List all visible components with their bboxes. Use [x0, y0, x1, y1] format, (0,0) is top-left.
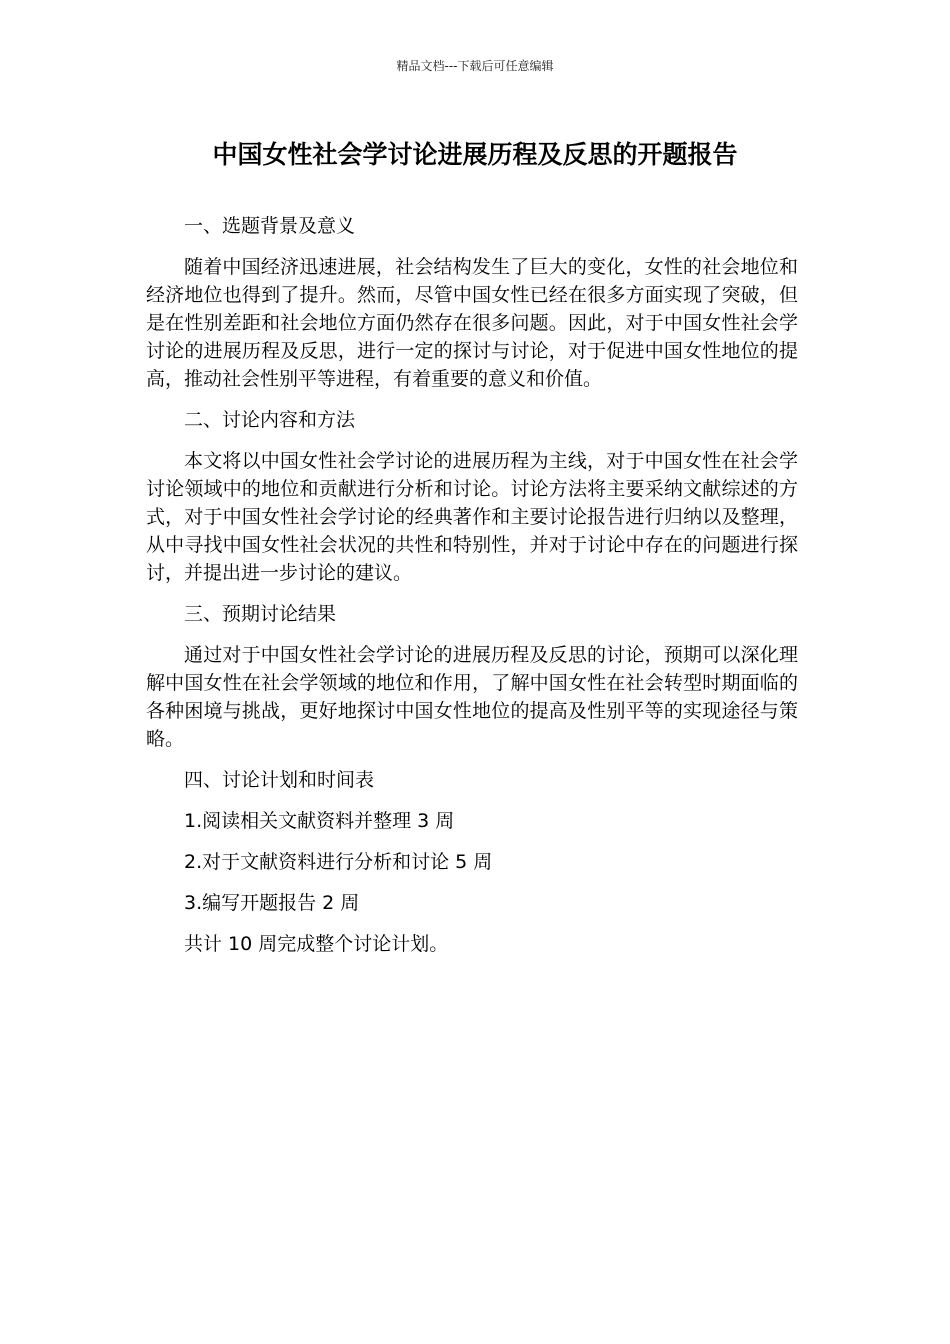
document-title: 中国女性社会学讨论进展历程及反思的开题报告: [212, 140, 738, 169]
section-heading-expected-results: 三、预期讨论结果: [184, 603, 337, 625]
schedule-total: 共计 10 周完成整个讨论计划。: [184, 933, 449, 955]
section-heading-background: 一、选题背景及意义: [184, 215, 356, 237]
schedule-item-2: 2.对于文献资料进行分析和讨论 5 周: [184, 851, 493, 873]
section-heading-schedule: 四、讨论计划和时间表: [184, 769, 375, 791]
paragraph-expected-results: 通过对于中国女性社会学讨论的进展历程及反思的讨论，预期可以深化理解中国女性在社会学领域的地位和作用，了解中国女性在社会转型时期面临的各种困境与挑战，更好地探讨中国女性地位的提高及性别平等的实现途径与策略。: [146, 644, 798, 750]
paragraph-content-method: 本文将以中国女性社会学讨论的进展历程为主线，对于中国女性在社会学讨论领域中的地位和贡献进行分析和讨论。讨论方法将主要采纳文献综述的方式，对于中国女性社会学讨论的经典著作和主要讨论报告进行归纳以及整理，从中寻找中国女性社会状况的共性和特别性，并对于讨论中存在的问题进行探讨，并提出进一步讨论的建议。: [146, 450, 798, 584]
section-heading-content-method: 二、讨论内容和方法: [184, 409, 356, 431]
document-body: [146, 212, 798, 971]
schedule-item-1: 1.阅读相关文献资料并整理 3 周: [184, 810, 455, 832]
schedule-item-3: 3.编写开题报告 2 周: [184, 892, 360, 914]
page-header-note: 精品文档---下载后可任意编辑: [396, 59, 554, 73]
paragraph-background: 随着中国经济迅速进展，社会结构发生了巨大的变化，女性的社会地位和经济地位也得到了提升。然而，尽管中国女性已经在很多方面实现了突破，但是在性别差距和社会地位方面仍然存在很多问题。因此，对于中国女性社会学讨论的进展历程及反思，进行一定的探讨与讨论，对于促进中国女性地位的提高，推动社会性别平等进程，有着重要的意义和价值。: [146, 256, 798, 390]
